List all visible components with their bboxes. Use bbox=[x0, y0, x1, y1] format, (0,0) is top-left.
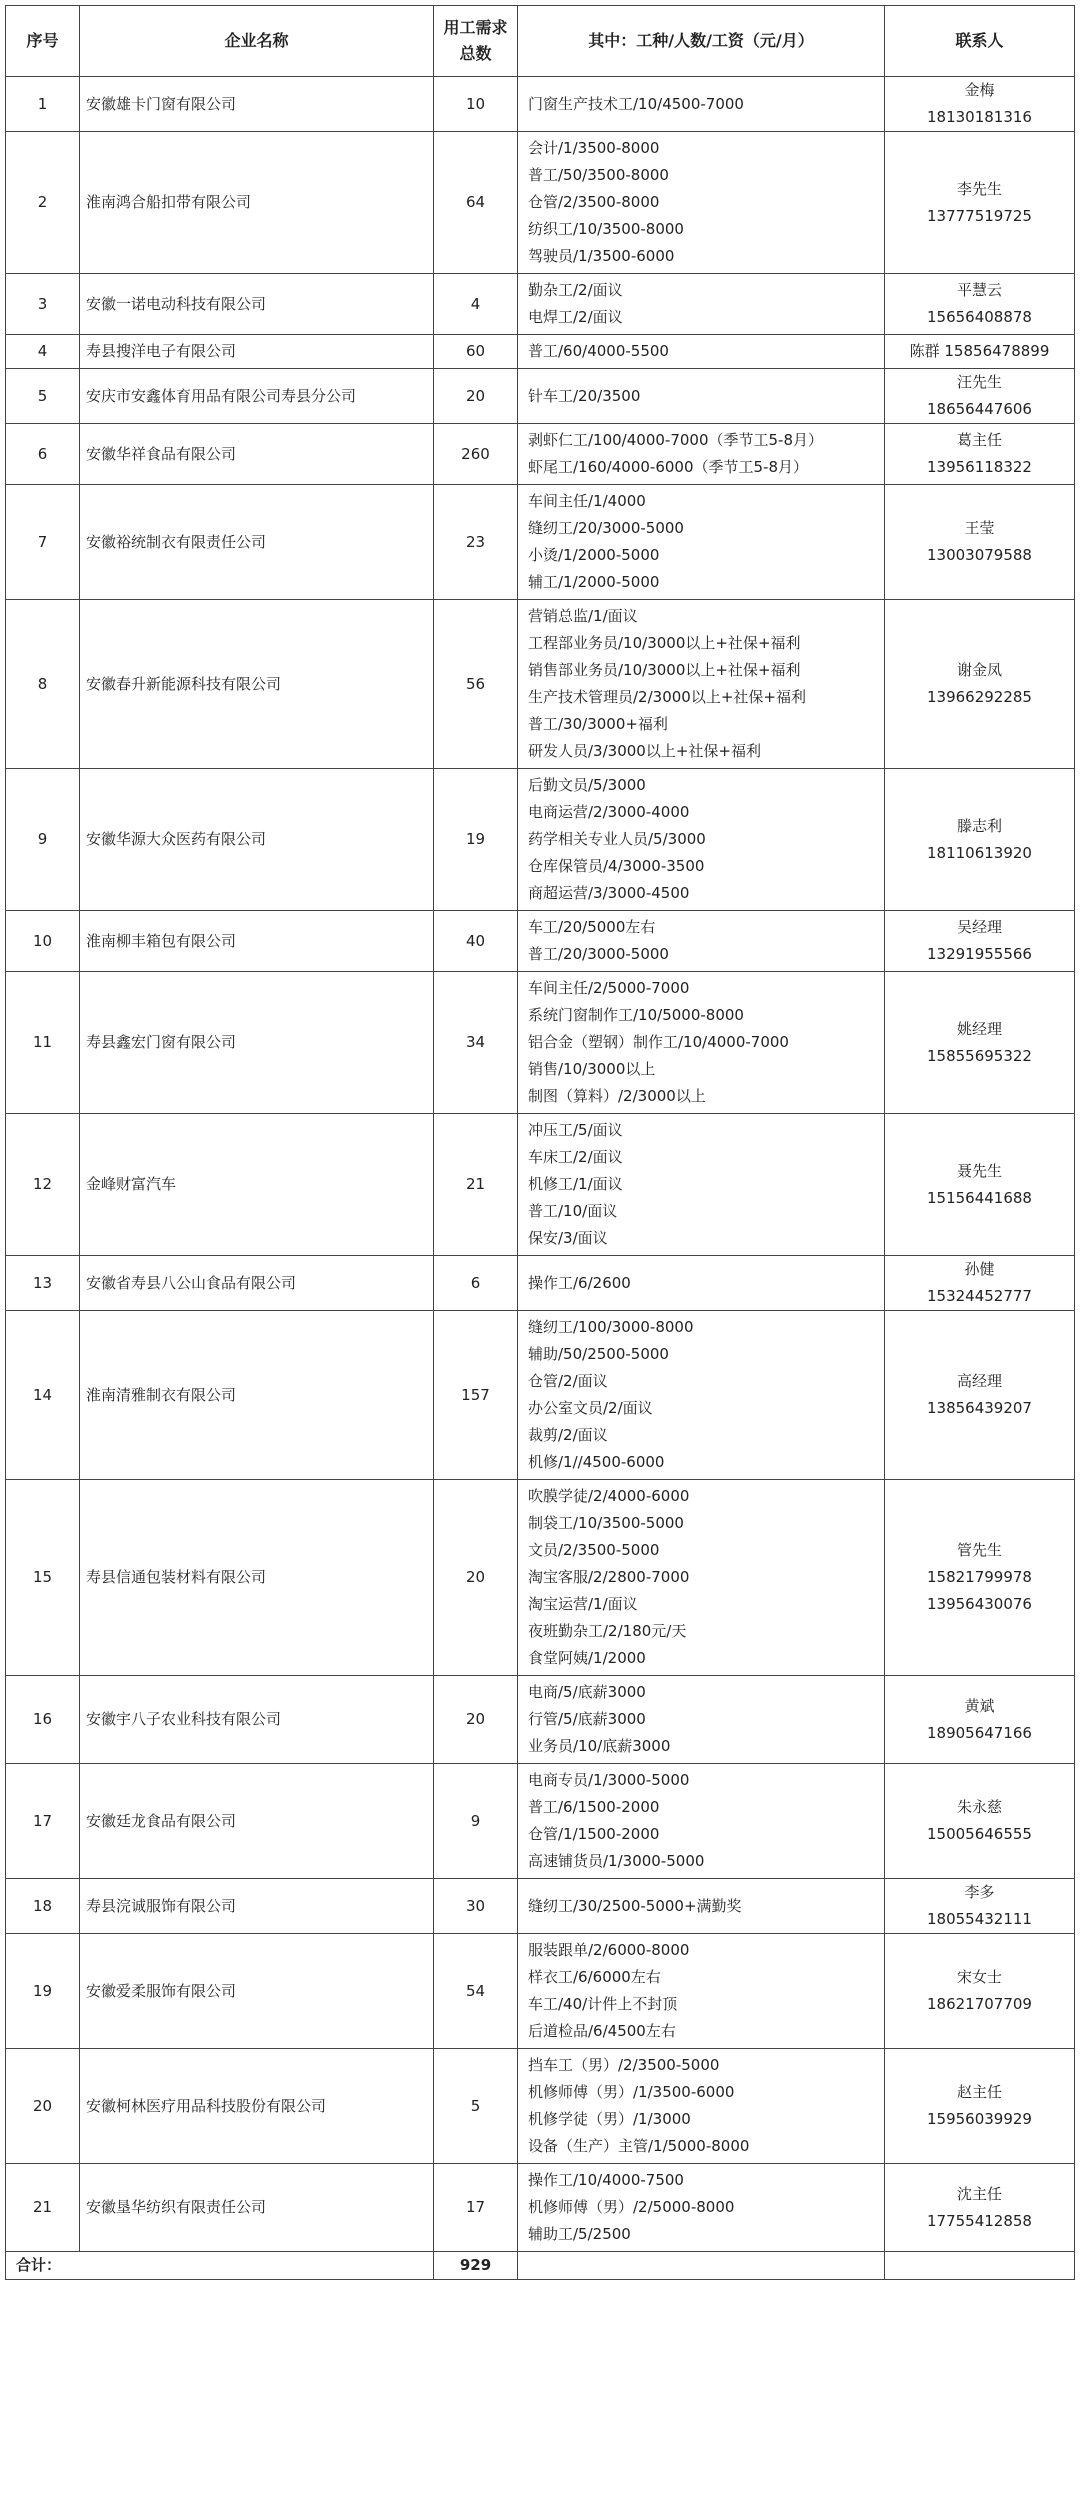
contact-phone: 18110613920 bbox=[927, 843, 1032, 862]
table-row bbox=[6, 1934, 1075, 2049]
job-list bbox=[518, 424, 885, 485]
job-item: 仓管/1/1500-2000 bbox=[528, 1825, 660, 1843]
company-name: 金峰财富汽车 bbox=[80, 1114, 434, 1256]
total-label: 合计： bbox=[6, 2252, 434, 2280]
job-item: 辅助/50/2500-5000 bbox=[528, 1345, 669, 1363]
contact-phone: 15656408878 bbox=[927, 308, 1032, 326]
job-item: 辅工/1/2000-5000 bbox=[528, 573, 660, 591]
contact bbox=[885, 911, 1075, 972]
contact bbox=[885, 369, 1075, 424]
job-item: 电焊工/2/面议 bbox=[528, 308, 623, 326]
job-item: 铝合金（塑钢）制作工/10/4000-7000 bbox=[528, 1033, 789, 1051]
row-number: 12 bbox=[6, 1114, 80, 1256]
contact-name: 姚经理 bbox=[956, 1019, 1002, 1038]
contact bbox=[885, 769, 1075, 911]
demand-total: 19 bbox=[434, 769, 518, 911]
job-item: 保安/3/面议 bbox=[528, 1229, 608, 1247]
contact-name: 高经理 bbox=[956, 1372, 1002, 1390]
job-item: 机修师傅（男）/1/3500-6000 bbox=[528, 2083, 735, 2101]
demand-total: 4 bbox=[434, 274, 518, 335]
job-list bbox=[518, 911, 885, 972]
job-item: 文员/2/3500-5000 bbox=[528, 1541, 660, 1559]
contact-phone: 18905647166 bbox=[927, 1723, 1032, 1742]
job-item: 门窗生产技术工/10/4500-7000 bbox=[528, 94, 744, 113]
table-row bbox=[6, 1879, 1075, 1934]
job-item: 勤杂工/2/面议 bbox=[528, 281, 623, 299]
header-no: 序号 bbox=[6, 6, 80, 77]
table-row bbox=[6, 972, 1075, 1114]
job-item: 虾尾工/160/4000-6000（季节工5-8月） bbox=[528, 458, 808, 476]
job-item: 裁剪/2/面议 bbox=[528, 1426, 608, 1444]
table-row bbox=[6, 2164, 1075, 2252]
job-item: 仓库保管员/4/3000-3500 bbox=[528, 857, 705, 875]
contact-name: 金梅 bbox=[964, 81, 995, 99]
contact-phone: 18130181316 bbox=[927, 108, 1032, 126]
job-item: 后道检品/6/4500左右 bbox=[528, 2022, 676, 2040]
contact-phone: 13956430076 bbox=[927, 1595, 1032, 1613]
company-name: 安徽裕统制衣有限责任公司 bbox=[80, 485, 434, 600]
job-list bbox=[518, 1480, 885, 1676]
job-item: 生产技术管理员/2/3000以上+社保+福利 bbox=[528, 688, 806, 706]
job-list bbox=[518, 1311, 885, 1480]
job-item: 淘宝客服/2/2800-7000 bbox=[528, 1568, 690, 1586]
contact bbox=[885, 972, 1075, 1114]
contact-name: 谢金凤 bbox=[956, 661, 1002, 679]
contact-phone: 15821799978 bbox=[927, 1568, 1032, 1586]
company-name: 淮南鸿合船扣带有限公司 bbox=[80, 132, 434, 274]
contact-phone: 15855695322 bbox=[927, 1046, 1032, 1065]
demand-total: 157 bbox=[434, 1311, 518, 1480]
job-item: 普工/60/4000-5500 bbox=[528, 342, 669, 360]
contact bbox=[885, 1311, 1075, 1480]
contact-name: 聂先生 bbox=[956, 1161, 1002, 1180]
job-item: 针车工/20/3500 bbox=[528, 386, 641, 405]
demand-total: 21 bbox=[434, 1114, 518, 1256]
row-number: 20 bbox=[6, 2049, 80, 2164]
job-item: 缝纫工/30/2500-5000+满勤奖 bbox=[528, 1896, 742, 1915]
contact-name: 汪先生 bbox=[956, 373, 1002, 391]
job-item: 电商专员/1/3000-5000 bbox=[528, 1771, 690, 1789]
demand-total: 20 bbox=[434, 1676, 518, 1764]
contact-phone: 18055432111 bbox=[927, 1910, 1032, 1928]
demand-total: 5 bbox=[434, 2049, 518, 2164]
job-item: 剥虾仁工/100/4000-7000（季节工5-8月） bbox=[528, 431, 823, 449]
row-number: 21 bbox=[6, 2164, 80, 2252]
job-item: 纺织工/10/3500-8000 bbox=[528, 220, 684, 238]
job-item: 制图（算料）/2/3000以上 bbox=[528, 1087, 706, 1105]
contact bbox=[885, 1879, 1075, 1934]
company-name: 安徽一诺电动科技有限公司 bbox=[80, 274, 434, 335]
contact bbox=[885, 2049, 1075, 2164]
table-row bbox=[6, 2049, 1075, 2164]
job-list bbox=[518, 274, 885, 335]
job-list bbox=[518, 2164, 885, 2252]
company-name: 安徽春升新能源科技有限公司 bbox=[80, 600, 434, 769]
job-item: 电商/5/底薪3000 bbox=[528, 1683, 646, 1701]
company-name: 安徽华祥食品有限公司 bbox=[80, 424, 434, 485]
company-name: 安徽华源大众医药有限公司 bbox=[80, 769, 434, 911]
contact-phone: 15956039929 bbox=[927, 2110, 1032, 2128]
job-item: 研发人员/3/3000以上+社保+福利 bbox=[528, 742, 761, 760]
demand-total: 20 bbox=[434, 1480, 518, 1676]
contact-name: 孙健 bbox=[964, 1260, 995, 1278]
contact bbox=[885, 335, 1075, 369]
row-number: 8 bbox=[6, 600, 80, 769]
job-item: 缝纫工/100/3000-8000 bbox=[528, 1318, 694, 1336]
table-row bbox=[6, 1676, 1075, 1764]
row-number: 5 bbox=[6, 369, 80, 424]
demand-total: 6 bbox=[434, 1256, 518, 1311]
company-name: 安徽柯林医疗用品科技股份有限公司 bbox=[80, 2049, 434, 2164]
row-number: 9 bbox=[6, 769, 80, 911]
table-row bbox=[6, 1114, 1075, 1256]
job-list bbox=[518, 1676, 885, 1764]
job-item: 高速铺货员/1/3000-5000 bbox=[528, 1852, 705, 1870]
contact bbox=[885, 1934, 1075, 2049]
job-item: 车间主任/1/4000 bbox=[528, 492, 646, 510]
header-contact: 联系人 bbox=[885, 6, 1075, 77]
job-demand-table bbox=[5, 5, 1075, 2280]
job-item: 系统门窗制作工/10/5000-8000 bbox=[528, 1006, 744, 1024]
total-value: 929 bbox=[434, 2252, 518, 2280]
contact-name: 黄斌 bbox=[964, 1696, 995, 1715]
table-row bbox=[6, 1764, 1075, 1879]
contact-name: 宋女士 bbox=[956, 1968, 1002, 1986]
row-number: 15 bbox=[6, 1480, 80, 1676]
demand-total: 30 bbox=[434, 1879, 518, 1934]
row-number: 18 bbox=[6, 1879, 80, 1934]
job-item: 营销总监/1/面议 bbox=[528, 607, 638, 625]
contact-phone: 13777519725 bbox=[927, 206, 1032, 225]
contact-name: 沈主任 bbox=[956, 2184, 1002, 2203]
table-row bbox=[6, 1480, 1075, 1676]
company-name: 寿县信通包装材料有限公司 bbox=[80, 1480, 434, 1676]
job-item: 普工/6/1500-2000 bbox=[528, 1798, 660, 1816]
job-list bbox=[518, 77, 885, 132]
job-item: 小烫/1/2000-5000 bbox=[528, 546, 660, 564]
row-number: 6 bbox=[6, 424, 80, 485]
job-list bbox=[518, 1879, 885, 1934]
table-row bbox=[6, 600, 1075, 769]
job-item: 办公室文员/2/面议 bbox=[528, 1399, 653, 1417]
job-list bbox=[518, 769, 885, 911]
demand-total: 10 bbox=[434, 77, 518, 132]
table-row bbox=[6, 77, 1075, 132]
company-name: 寿县鑫宏门窗有限公司 bbox=[80, 972, 434, 1114]
company-name: 安徽垦华纺织有限责任公司 bbox=[80, 2164, 434, 2252]
table-row bbox=[6, 335, 1075, 369]
contact bbox=[885, 274, 1075, 335]
contact-name: 李先生 bbox=[956, 179, 1002, 198]
company-name: 寿县浣诚服饰有限公司 bbox=[80, 1879, 434, 1934]
job-item: 缝纫工/20/3000-5000 bbox=[528, 519, 684, 537]
contact bbox=[885, 77, 1075, 132]
job-item: 车床工/2/面议 bbox=[528, 1148, 623, 1166]
demand-total: 64 bbox=[434, 132, 518, 274]
job-item: 辅助工/5/2500 bbox=[528, 2225, 631, 2243]
job-list bbox=[518, 369, 885, 424]
contact-name: 滕志利 bbox=[956, 816, 1002, 835]
header-jobs: 其中：工种/人数/工资（元/月） bbox=[518, 6, 885, 77]
job-item: 销售/10/3000以上 bbox=[528, 1060, 656, 1078]
table-row bbox=[6, 274, 1075, 335]
job-item: 冲压工/5/面议 bbox=[528, 1121, 623, 1139]
contact-phone: 15324452777 bbox=[927, 1287, 1032, 1305]
row-number: 14 bbox=[6, 1311, 80, 1480]
row-number: 19 bbox=[6, 1934, 80, 2049]
job-list bbox=[518, 1256, 885, 1311]
row-number: 7 bbox=[6, 485, 80, 600]
table-row bbox=[6, 769, 1075, 911]
contact bbox=[885, 600, 1075, 769]
job-item: 制袋工/10/3500-5000 bbox=[528, 1514, 684, 1532]
job-table-sheet bbox=[5, 5, 1075, 2280]
contact-name: 葛主任 bbox=[956, 431, 1002, 449]
demand-total: 9 bbox=[434, 1764, 518, 1879]
job-item: 仓管/2/面议 bbox=[528, 1372, 608, 1390]
job-list bbox=[518, 1764, 885, 1879]
contact bbox=[885, 1764, 1075, 1879]
job-item: 商超运营/3/3000-4500 bbox=[528, 884, 690, 902]
contact-name: 平慧云 bbox=[956, 281, 1002, 299]
job-list bbox=[518, 132, 885, 274]
demand-total: 34 bbox=[434, 972, 518, 1114]
job-item: 普工/10/面议 bbox=[528, 1202, 618, 1220]
job-item: 普工/50/3500-8000 bbox=[528, 166, 669, 184]
contact bbox=[885, 1256, 1075, 1311]
job-item: 食堂阿姨/1/2000 bbox=[528, 1649, 646, 1667]
job-item: 机修工/1/面议 bbox=[528, 1175, 623, 1193]
row-number: 3 bbox=[6, 274, 80, 335]
contact-phone: 15156441688 bbox=[927, 1188, 1032, 1207]
total-empty-contact bbox=[885, 2252, 1075, 2280]
row-number: 17 bbox=[6, 1764, 80, 1879]
job-item: 车工/20/5000左右 bbox=[528, 918, 656, 936]
row-number: 11 bbox=[6, 972, 80, 1114]
job-item: 设备（生产）主管/1/5000-8000 bbox=[528, 2137, 750, 2155]
contact-name: 陈群 15856478899 bbox=[909, 342, 1050, 360]
contact-phone: 13003079588 bbox=[927, 546, 1032, 564]
job-item: 会计/1/3500-8000 bbox=[528, 139, 660, 157]
job-item: 服装跟单/2/6000-8000 bbox=[528, 1941, 690, 1959]
job-item: 车间主任/2/5000-7000 bbox=[528, 979, 690, 997]
job-item: 车工/40/计件上不封顶 bbox=[528, 1995, 678, 2013]
job-item: 普工/20/3000-5000 bbox=[528, 945, 669, 963]
job-item: 药学相关专业人员/5/3000 bbox=[528, 830, 706, 848]
job-item: 机修师傅（男）/2/5000-8000 bbox=[528, 2198, 735, 2216]
table-row bbox=[6, 1256, 1075, 1311]
job-list bbox=[518, 335, 885, 369]
table-row bbox=[6, 424, 1075, 485]
demand-total: 23 bbox=[434, 485, 518, 600]
contact-name: 李多 bbox=[964, 1883, 995, 1901]
job-item: 业务员/10/底薪3000 bbox=[528, 1737, 671, 1755]
demand-total: 40 bbox=[434, 911, 518, 972]
company-name: 安徽廷龙食品有限公司 bbox=[80, 1764, 434, 1879]
demand-total: 60 bbox=[434, 335, 518, 369]
contact-name: 朱永慈 bbox=[956, 1798, 1002, 1816]
demand-total: 56 bbox=[434, 600, 518, 769]
job-item: 普工/30/3000+福利 bbox=[528, 715, 668, 733]
job-item: 操作工/6/2600 bbox=[528, 1273, 631, 1292]
company-name: 寿县搜洋电子有限公司 bbox=[80, 335, 434, 369]
total-row bbox=[6, 2252, 1075, 2280]
contact-name: 吴经理 bbox=[956, 918, 1002, 936]
company-name: 淮南清雅制衣有限公司 bbox=[80, 1311, 434, 1480]
job-item: 仓管/2/3500-8000 bbox=[528, 193, 660, 211]
contact-phone: 13956118322 bbox=[927, 458, 1032, 476]
job-list bbox=[518, 1934, 885, 2049]
row-number: 10 bbox=[6, 911, 80, 972]
table-row bbox=[6, 1311, 1075, 1480]
company-name: 安徽爱柔服饰有限公司 bbox=[80, 1934, 434, 2049]
job-list bbox=[518, 972, 885, 1114]
job-item: 样衣工/6/6000左右 bbox=[528, 1968, 661, 1986]
contact-phone: 15005646555 bbox=[927, 1825, 1032, 1843]
company-name: 安庆市安鑫体育用品有限公司寿县分公司 bbox=[80, 369, 434, 424]
job-item: 销售部业务员/10/3000以上+社保+福利 bbox=[528, 661, 801, 679]
contact bbox=[885, 2164, 1075, 2252]
header-demand: 用工需求总数 bbox=[434, 6, 518, 77]
company-name: 淮南柳丰箱包有限公司 bbox=[80, 911, 434, 972]
contact-name: 赵主任 bbox=[956, 2083, 1002, 2101]
demand-total: 17 bbox=[434, 2164, 518, 2252]
contact bbox=[885, 1676, 1075, 1764]
table-row bbox=[6, 485, 1075, 600]
contact-phone: 13966292285 bbox=[927, 688, 1032, 706]
total-empty-jobs bbox=[518, 2252, 885, 2280]
demand-total: 20 bbox=[434, 369, 518, 424]
table-row bbox=[6, 369, 1075, 424]
contact-phone: 18656447606 bbox=[927, 400, 1032, 418]
job-item: 后勤文员/5/3000 bbox=[528, 776, 646, 794]
contact bbox=[885, 485, 1075, 600]
contact bbox=[885, 132, 1075, 274]
table-row bbox=[6, 132, 1075, 274]
job-list bbox=[518, 2049, 885, 2164]
job-item: 电商运营/2/3000-4000 bbox=[528, 803, 690, 821]
row-number: 16 bbox=[6, 1676, 80, 1764]
job-item: 机修/1//4500-6000 bbox=[528, 1453, 665, 1471]
header-row bbox=[6, 6, 1075, 77]
row-number: 13 bbox=[6, 1256, 80, 1311]
job-item: 吹膜学徒/2/4000-6000 bbox=[528, 1487, 690, 1505]
contact-name: 王莹 bbox=[964, 519, 995, 537]
demand-total: 260 bbox=[434, 424, 518, 485]
contact bbox=[885, 424, 1075, 485]
company-name: 安徽雄卡门窗有限公司 bbox=[80, 77, 434, 132]
job-item: 操作工/10/4000-7500 bbox=[528, 2171, 684, 2189]
job-item: 驾驶员/1/3500-6000 bbox=[528, 247, 675, 265]
company-name: 安徽宇八子农业科技有限公司 bbox=[80, 1676, 434, 1764]
row-number: 4 bbox=[6, 335, 80, 369]
table-row bbox=[6, 911, 1075, 972]
contact-phone: 17755412858 bbox=[927, 2211, 1032, 2230]
job-list bbox=[518, 1114, 885, 1256]
job-item: 挡车工（男）/2/3500-5000 bbox=[528, 2056, 720, 2074]
job-item: 夜班勤杂工/2/180元/天 bbox=[528, 1622, 687, 1640]
job-item: 机修学徒（男）/1/3000 bbox=[528, 2110, 691, 2128]
contact-name: 管先生 bbox=[956, 1541, 1002, 1559]
contact-phone: 18621707709 bbox=[927, 1995, 1032, 2013]
header-company: 企业名称 bbox=[80, 6, 434, 77]
contact bbox=[885, 1480, 1075, 1676]
row-number: 1 bbox=[6, 77, 80, 132]
contact-phone: 13291955566 bbox=[927, 945, 1032, 963]
job-item: 行管/5/底薪3000 bbox=[528, 1710, 646, 1728]
row-number: 2 bbox=[6, 132, 80, 274]
table-body bbox=[6, 77, 1075, 2252]
demand-total: 54 bbox=[434, 1934, 518, 2049]
job-item: 工程部业务员/10/3000以上+社保+福利 bbox=[528, 634, 801, 652]
job-list bbox=[518, 600, 885, 769]
job-list bbox=[518, 485, 885, 600]
job-item: 淘宝运营/1/面议 bbox=[528, 1595, 638, 1613]
contact bbox=[885, 1114, 1075, 1256]
company-name: 安徽省寿县八公山食品有限公司 bbox=[80, 1256, 434, 1311]
contact-phone: 13856439207 bbox=[927, 1399, 1032, 1417]
